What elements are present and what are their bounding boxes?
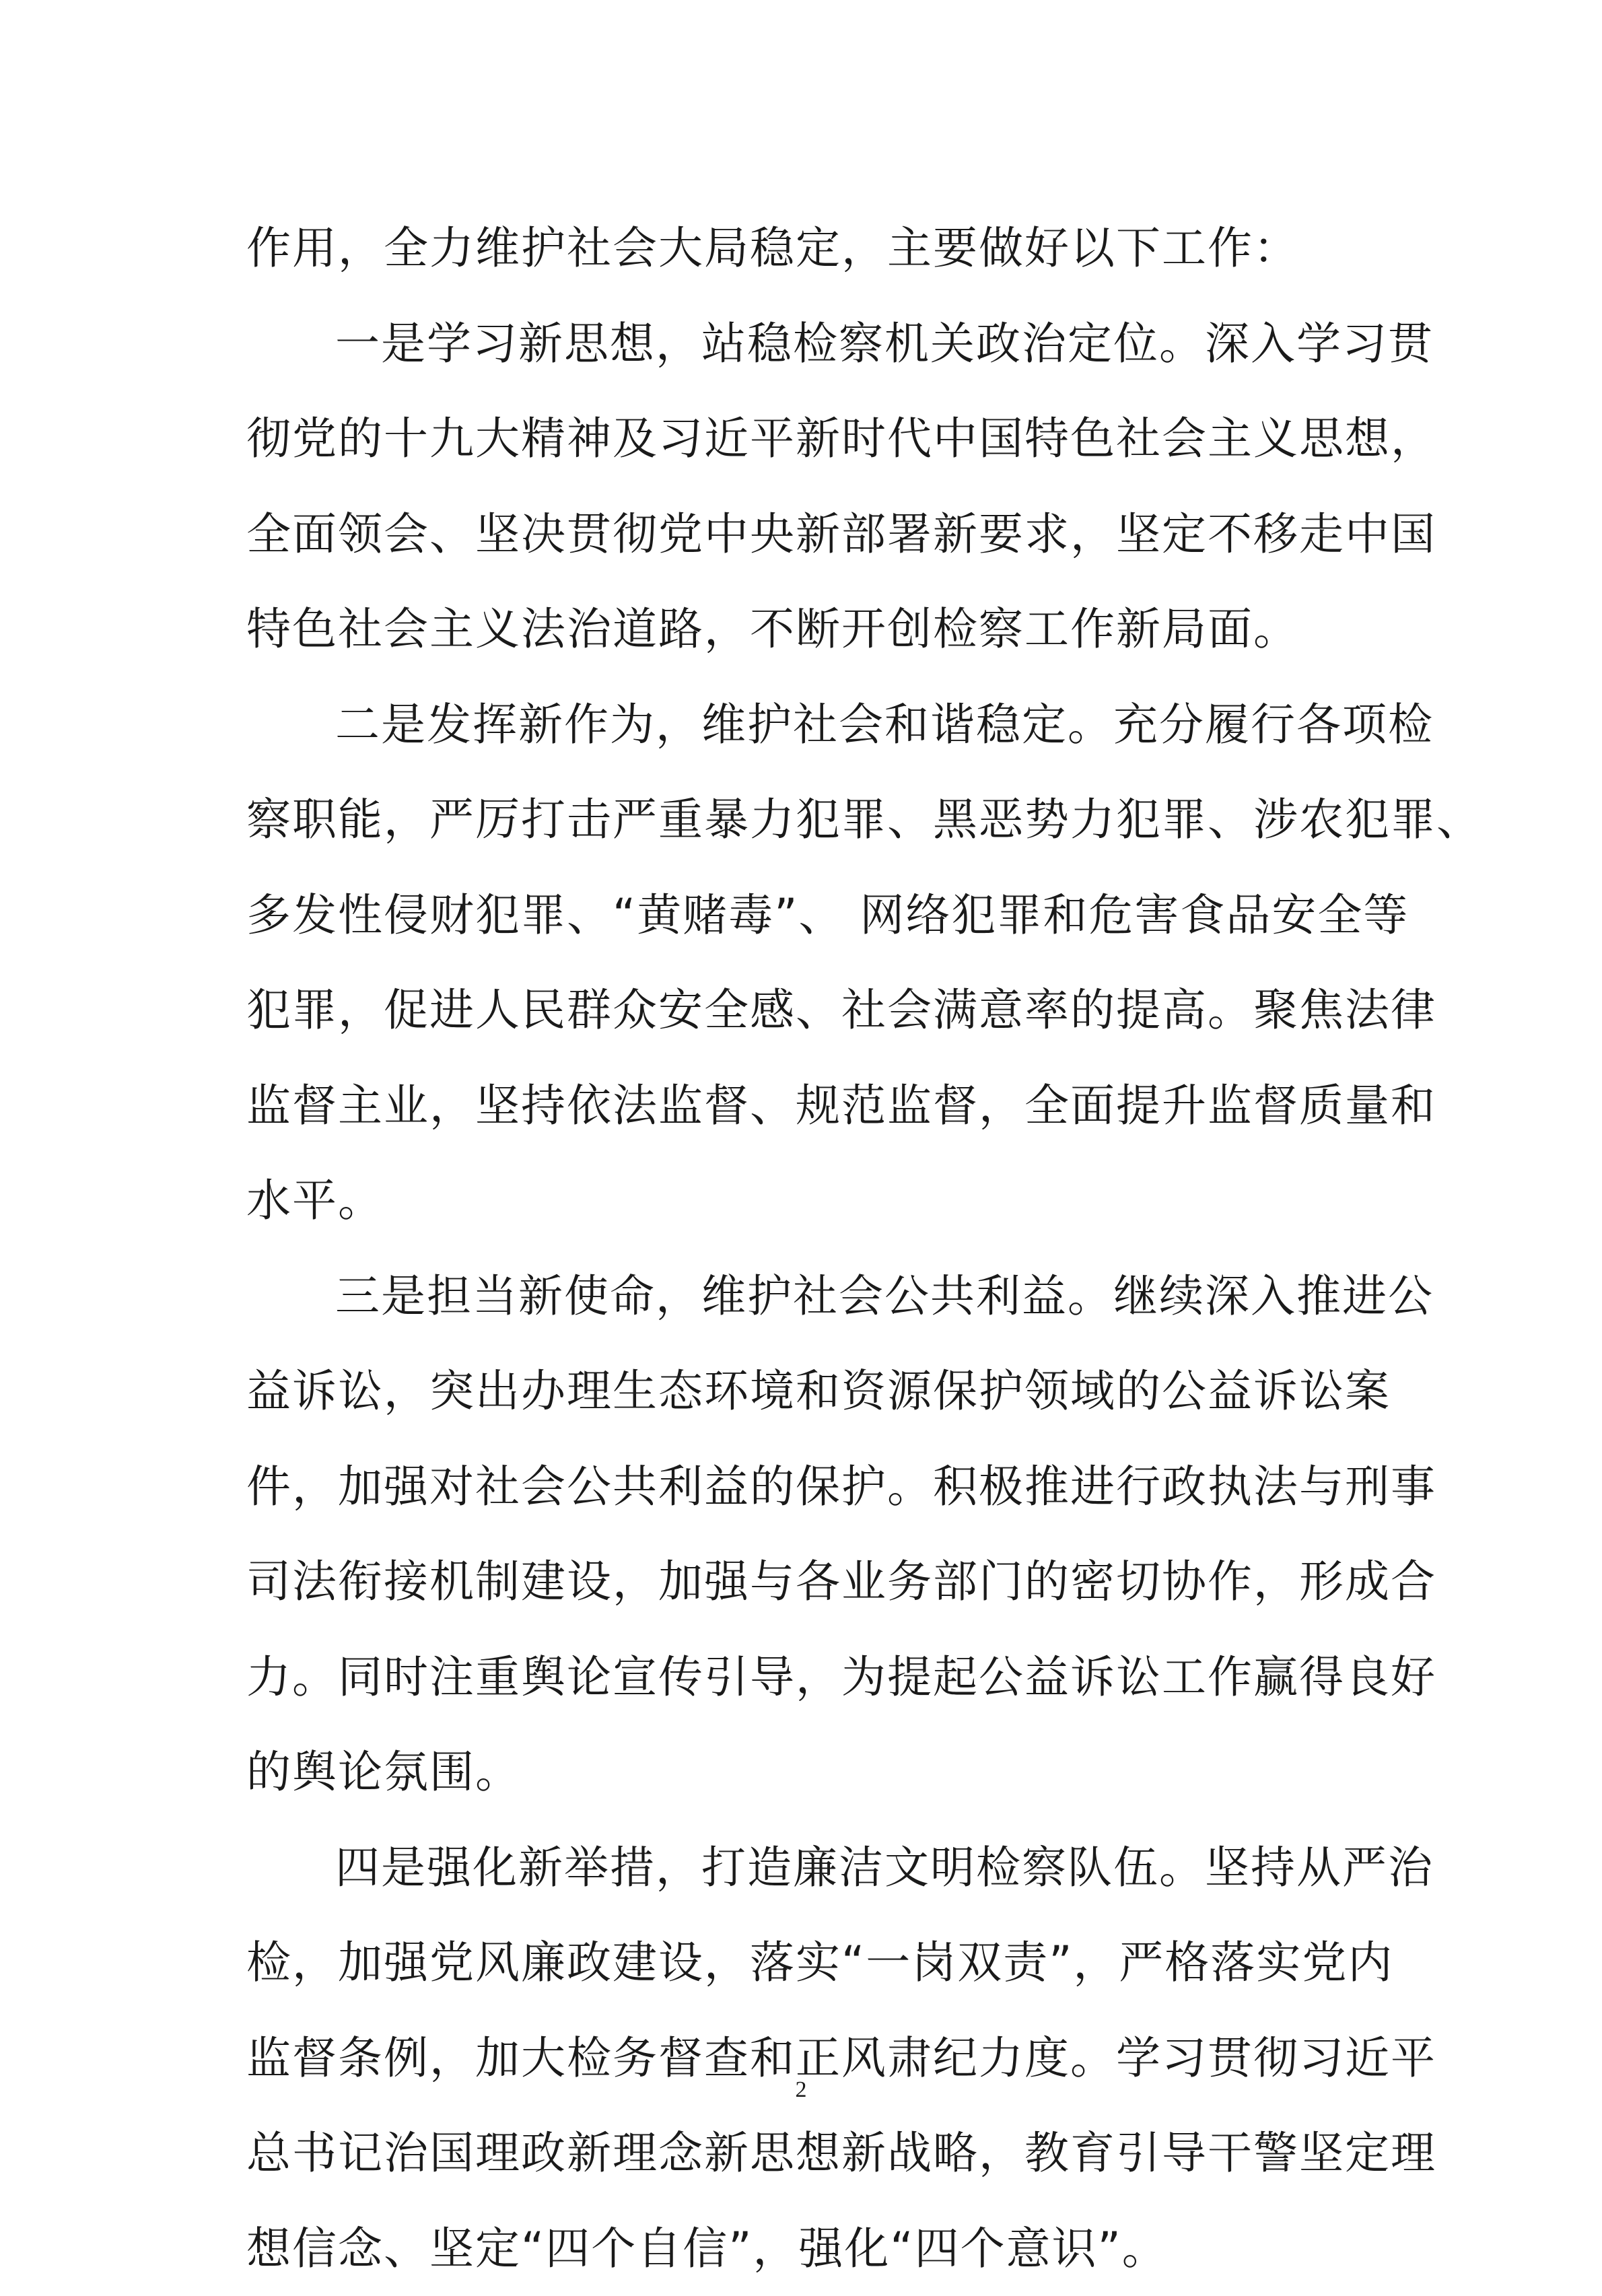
paragraph-3-first-line: 三是担当新使命，维护社会公共利益。继续深入推进公 [246, 1249, 1364, 1344]
text-line: 件，加强对社会公共利益的保护。积极推进行政执法与刑事 [246, 1439, 1364, 1535]
text-line: 力。同时注重舆论宣传引导，为提起公益诉讼工作赢得良好 [246, 1630, 1364, 1725]
text-line: 全面领会、坚决贯彻党中央新部署新要求，坚定不移走中国 [246, 487, 1364, 582]
body-text [246, 201, 1364, 2296]
text-line: 彻党的十九大精神及习近平新时代中国特色社会主义思想， [246, 391, 1364, 487]
paragraph-4-first-line: 四是强化新举措，打造廉洁文明检察队伍。坚持从严治 [246, 1820, 1364, 1916]
text-line: 检，加强党风廉政建设，落实“一岗双责”，严格落实党内 [246, 1915, 1364, 2011]
text-line: 的舆论氛围。 [246, 1725, 1364, 1820]
text-line: 察职能，严厉打击严重暴力犯罪、黑恶势力犯罪、涉农犯罪、 [246, 772, 1364, 868]
text-line: 作用，全力维护社会大局稳定，主要做好以下工作： [246, 201, 1364, 296]
text-line: 特色社会主义法治道路，不断开创检察工作新局面。 [246, 582, 1364, 677]
text-line: 司法衔接机制建设，加强与各业务部门的密切协作，形成合 [246, 1534, 1364, 1630]
text-line: 总书记治国理政新理念新思想新战略，教育引导干警坚定理 [246, 2106, 1364, 2201]
page-number: 2 [0, 2077, 1602, 2103]
paragraph-2-first-line: 二是发挥新作为，维护社会和谐稳定。充分履行各项检 [246, 677, 1364, 773]
text-line: 多发性侵财犯罪、“黄赌毒”、 网络犯罪和危害食品安全等 [246, 868, 1364, 963]
text-line: 监督主业，坚持依法监督、规范监督，全面提升监督质量和 [246, 1058, 1364, 1154]
text-line: 监督条例，加大检务督查和正风肃纪力度。学习贯彻习近平 [246, 2011, 1364, 2106]
text-line: 想信念、坚定“四个自信”，强化“四个意识”。 [246, 2201, 1364, 2296]
text-line: 犯罪，促进人民群众安全感、社会满意率的提高。聚焦法律 [246, 963, 1364, 1058]
paragraph-1-first-line: 一是学习新思想，站稳检察机关政治定位。深入学习贯 [246, 296, 1364, 392]
text-line: 水平。 [246, 1153, 1364, 1249]
text-line: 益诉讼，突出办理生态环境和资源保护领域的公益诉讼案 [246, 1344, 1364, 1439]
